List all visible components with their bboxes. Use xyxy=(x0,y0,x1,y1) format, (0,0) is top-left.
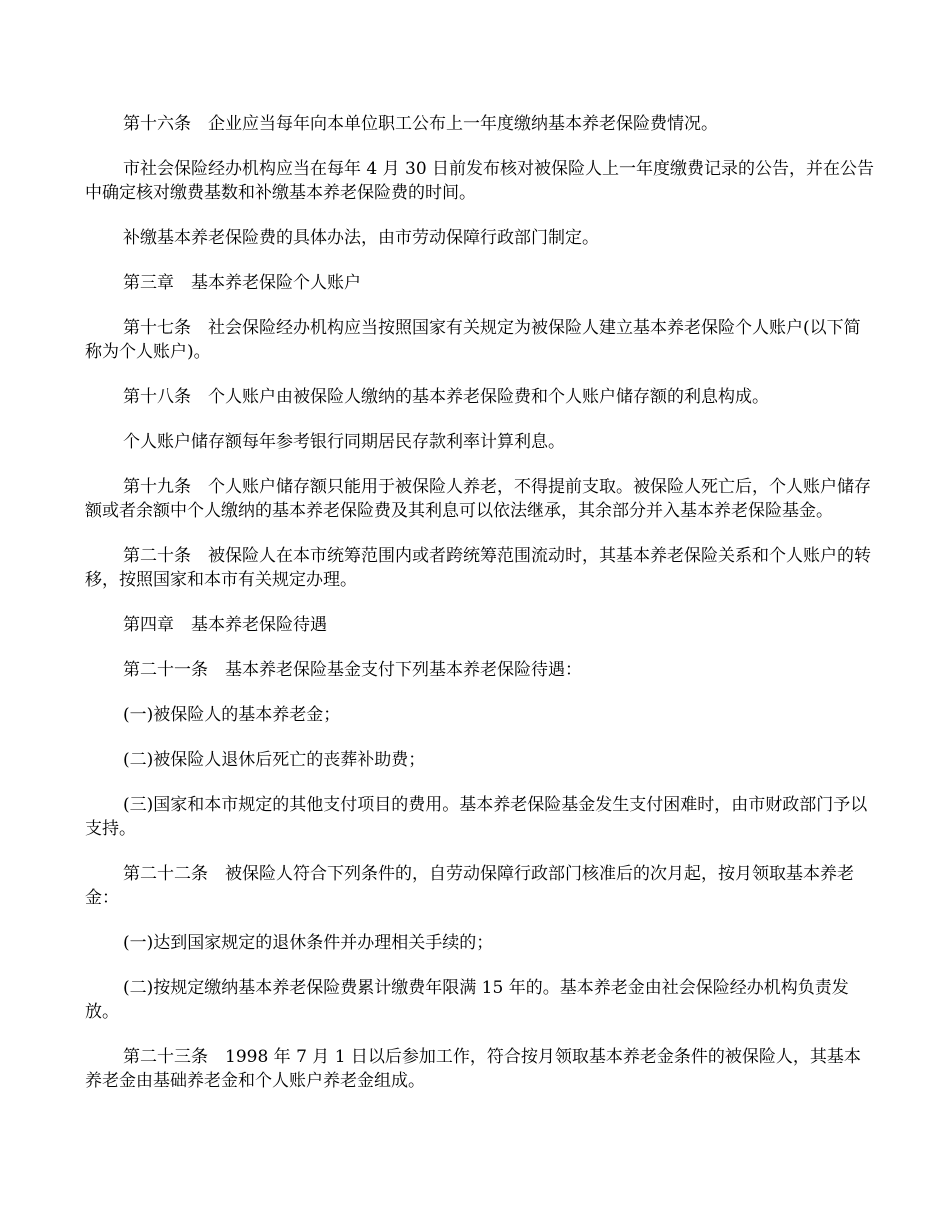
paragraph-article-18: 第十八条 个人账户由被保险人缴纳的基本养老保险费和个人账户储存额的利息构成。 xyxy=(123,387,769,407)
paragraph-supplementary-payment: 补缴基本养老保险费的具体办法，由市劳动保障行政部门制定。 xyxy=(123,228,599,248)
paragraph-article-17: 第十七条 社会保险经办机构应当按照国家有关规定为被保险人建立基本养老保险个人账户(以下简称为个人账户)。 xyxy=(85,318,861,362)
paragraph-article-19: 第十九条 个人账户储存额只能用于被保险人养老，不得提前支取。被保险人死亡后，个人账户储存额或者余额中个人缴纳的基本养老保险费及其利息可以依法继承，其余部分并入基本养老保险基金。 xyxy=(85,477,871,521)
paragraph-article-23: 第二十三条 1998 年 7 月 1 日以后参加工作，符合按月领取基本养老金条件的被保险人，其基本养老金由基础养老金和个人账户养老金组成。 xyxy=(85,1047,861,1091)
list-item-22-1: (一)达到国家规定的退休条件并办理相关手续的； xyxy=(123,933,494,953)
paragraph-interest: 个人账户储存额每年参考银行同期居民存款利率计算利息。 xyxy=(123,432,565,452)
paragraph-article-20: 第二十条 被保险人在本市统筹范围内或者跨统筹范围流动时，其基本养老保险关系和个人账户的转移，按照国家和本市有关规定办理。 xyxy=(85,546,871,590)
paragraph-announcement: 市社会保险经办机构应当在每年 4 月 30 日前发布核对被保险人上一年度缴费记录的公告，并在公告中确定核对缴费基数和补缴基本养老保险费的时间。 xyxy=(85,159,875,203)
paragraph-article-21: 第二十一条 基本养老保险基金支付下列基本养老保险待遇： xyxy=(123,660,582,680)
list-item-22-2: (二)按规定缴纳基本养老保险费累计缴费年限满 15 年的。基本养老金由社会保险经办机构负责发放。 xyxy=(85,978,849,1022)
document-page xyxy=(85,112,875,1114)
paragraph-article-16: 第十六条 企业应当每年向本单位职工公布上一年度缴纳基本养老保险费情况。 xyxy=(123,114,718,134)
paragraph-article-22: 第二十二条 被保险人符合下列条件的，自劳动保障行政部门核准后的次月起，按月领取基本养老金： xyxy=(85,864,854,908)
list-item-21-3: (三)国家和本市规定的其他支付项目的费用。基本养老保险基金发生支付困难时，由市财政部门予以支持。 xyxy=(85,795,868,839)
list-item-21-1: (一)被保险人的基本养老金； xyxy=(123,705,341,725)
list-item-21-2: (二)被保险人退休后死亡的丧葬补助费； xyxy=(123,750,426,770)
chapter-3-heading: 第三章 基本养老保险个人账户 xyxy=(123,273,361,293)
chapter-4-heading: 第四章 基本养老保险待遇 xyxy=(123,615,327,635)
